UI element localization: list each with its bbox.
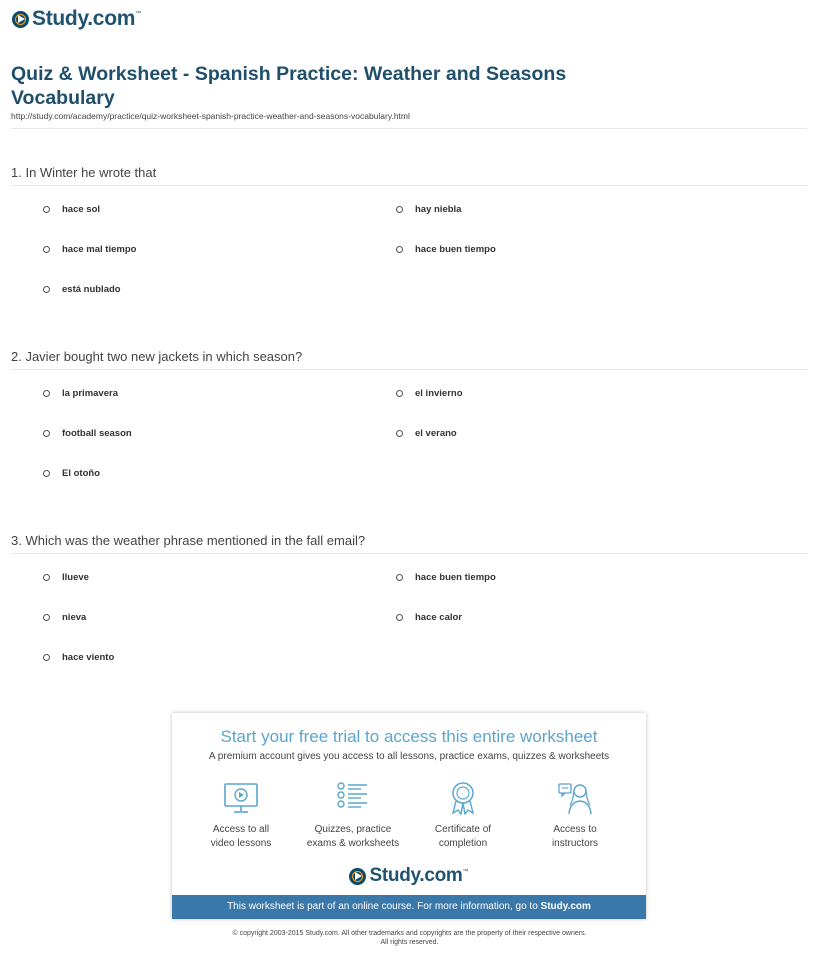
promo-info-bar [172,895,646,919]
question-1: 1. In Winter he wrote that [11,165,157,180]
answer-option[interactable] [396,388,463,399]
radio-button[interactable] [396,390,403,397]
answer-option[interactable] [396,244,496,255]
radio-button[interactable] [43,654,50,661]
radio-button[interactable] [396,206,403,213]
option-label: hace sol [62,204,101,215]
option-label: nieva [62,612,87,623]
answer-option[interactable] [43,612,86,623]
copyright-line: © copyright 2003-2015 Study.com. All other trademarks and copyrights are the property of their respective owners. [232,930,587,937]
radio-button[interactable] [396,614,403,621]
answer-option[interactable] [43,204,100,215]
option-label: hace buen tiempo [415,244,496,255]
feature-video-lessons [186,781,296,851]
answer-option[interactable] [43,652,114,663]
option-label: la primavera [62,388,118,399]
option-label: football season [62,428,132,439]
divider [11,553,807,554]
radio-button[interactable] [43,206,50,213]
question-2: 2. Javier bought two new jackets in which season? [11,349,303,364]
certificate-icon [445,781,481,815]
option-label: hace viento [62,652,115,663]
option-label: hace calor [415,612,462,623]
question-3: 3. Which was the weather phrase mentioned in the fall email? [11,533,366,548]
play-logo-icon [349,868,366,885]
divider [11,128,807,129]
radio-button[interactable] [43,390,50,397]
logo-text: Study.com [369,865,463,886]
logo-trademark: ™ [135,11,142,17]
radio-button[interactable] [43,614,50,621]
promo-headline[interactable]: Start your free trial to access this entire worksheet [220,727,598,746]
feature-label: Access to instructors [551,824,599,849]
radio-button[interactable] [43,470,50,477]
answer-option[interactable] [43,468,100,479]
free-trial-promo [172,713,646,919]
feature-instructors [520,781,630,851]
divider [11,369,807,370]
promo-study-logo[interactable] [172,865,646,887]
rights-line: All rights reserved. [380,939,439,946]
feature-certificate [408,781,518,851]
quiz-list-icon [335,781,371,815]
instructor-icon [557,781,593,815]
feature-quizzes [298,781,408,851]
option-label: el invierno [415,388,463,399]
option-label: hay niebla [415,204,462,215]
page-url: http://study.com/academy/practice/quiz-worksheet-spanish-practice-weather-and-seasons-vocabulary.html [11,111,410,121]
option-label: hace mal tiempo [62,244,137,255]
divider [11,185,807,186]
answer-option[interactable] [43,284,121,295]
option-label: El otoño [62,468,100,479]
answer-option[interactable] [43,428,132,439]
logo-trademark: ™ [462,869,469,875]
answer-option[interactable] [396,612,462,623]
play-logo-icon [12,11,29,28]
promo-bar-text: This worksheet is part of an online course. For more information, go to [227,901,541,912]
radio-button[interactable] [43,246,50,253]
option-label: llueve [62,572,89,583]
feature-label: Access to all video lessons [210,824,272,849]
option-label: está nublado [62,284,121,295]
feature-label: Quizzes, practice exams & worksheets [306,824,400,849]
copyright-footer [0,929,819,947]
answer-option[interactable] [396,428,457,439]
feature-label: Certificate of completion [434,824,492,849]
radio-button[interactable] [396,246,403,253]
radio-button[interactable] [396,430,403,437]
study-link[interactable]: Study.com [540,901,591,912]
promo-subline: A premium account gives you access to all lessons, practice exams, quizzes & worksheets [208,751,610,762]
option-label: el verano [415,428,457,439]
answer-option[interactable] [396,204,461,215]
answer-option[interactable] [43,244,136,255]
radio-button[interactable] [43,574,50,581]
radio-button[interactable] [43,430,50,437]
radio-button[interactable] [43,286,50,293]
radio-button[interactable] [396,574,403,581]
video-lesson-icon [223,781,259,815]
answer-option[interactable] [43,388,118,399]
study-logo[interactable] [12,7,141,31]
option-label: hace buen tiempo [415,572,496,583]
logo-text: Study.com [32,7,136,30]
answer-option[interactable] [396,572,496,583]
answer-option[interactable] [43,572,89,583]
page-title: Quiz & Worksheet - Spanish Practice: Weather and Seasons Vocabulary [11,63,567,109]
